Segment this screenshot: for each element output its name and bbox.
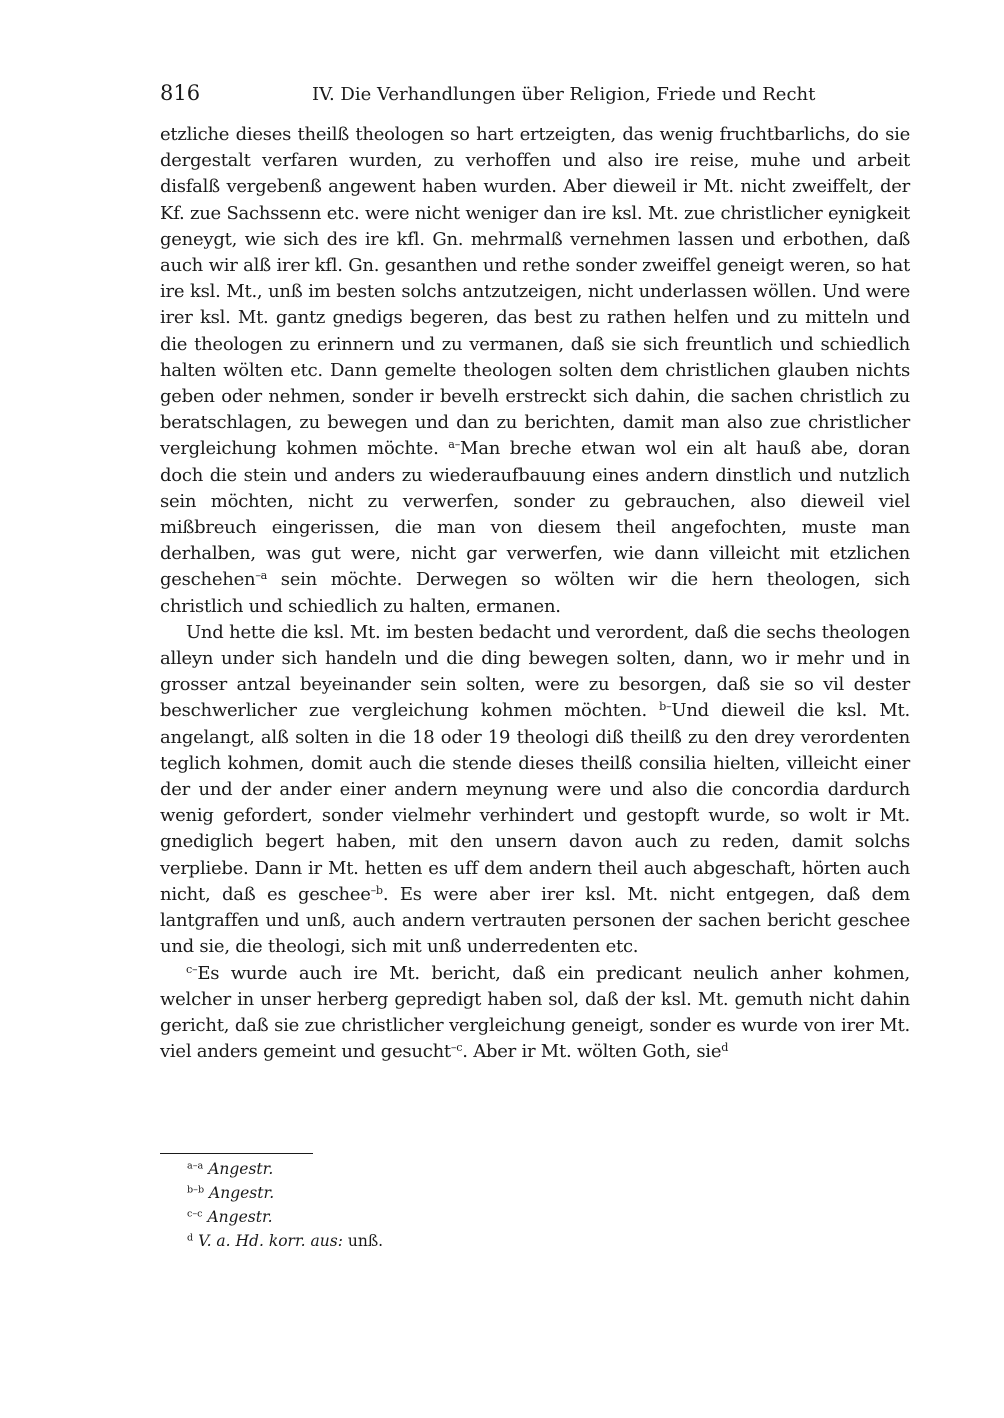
footnote-marker-d: d bbox=[721, 1040, 729, 1054]
footnote-a bbox=[187, 1157, 887, 1181]
footnote-mark: a–a bbox=[187, 1160, 204, 1172]
text-run: Man breche etwan wol ein alt hauß abe, doran doch die stein und anders zu wiederaufbauung eines andern dinstlich und nutzlich sein möchten, nicht zu verwerfen, sonder zu gebrauchen, also dieweil viel mißbreuch eingerissen, die man von diesem theil angefochten, muste man derhalben, was gut were, nicht gar verwerfen, wie dann villeicht mit etzlichen geschehen bbox=[160, 438, 910, 591]
text-run: . Es were aber irer ksl. Mt. nicht entgegen, daß dem lantgraffen und unß, auch andern vertrauten personen der sachen bericht geschee und sie, die theologi, sich mit unß underredenten etc. bbox=[160, 883, 910, 958]
text-run: Und dieweil die ksl. Mt. angelangt, alß solten in die 18 oder 19 theologi diß theilß zu den drey verordenten teglich kohmen, domit auch die stende dieses theilß consilia hielten, villeicht einer der und der ander einer andern meynung were und also die concordia dardurch wenig gefordert, sonder vielmehr verhindert und gestopft wurde, so wolt ir Mt. gnediglich begert haben, mit den unsern davon auch zu reden, damit solchs verpliebe. Dann ir Mt. hetten es uff dem andern theil auch abgeschaft, hörten auch nicht, daß es geschee bbox=[160, 700, 910, 905]
text-run: etzliche dieses theilß theologen so hart ertzeigten, das wenig fruchtbarlichs, do sie dergestalt verfaren wurden, zu verhoffen und also ire reise, muhe und arbeit disfalß vergebenß angewent haben wurden. Aber dieweil ir Mt. nicht zweiffelt, der Kf. zue Sachssenn etc. were nicht weniger dan ire ksl. Mt. zue christlicher eynigkeit geneygt, wie sich des ire kfl. Gn. mehrmalß vernehmen lassen und erbothen, daß auch wir alß irer kfl. Gn. gesanthen und rethe sonder zweiffel geneigt weren, so hat ire ksl. Mt., unß im besten solchs antzutzeigen, nicht underlassen wöllen. Und were irer ksl. Mt. gantz gnedigs begeren, das best zu rathen helfen und zu mitteln und die theologen zu erinnern und zu vermanen, daß sie sich freuntlich und schiedlich halten wölten etc. Dann gemelte theologen solten dem christlichen glauben nichts geben oder nehmen, sonder ir bevelh erstreckt sich dahin, die sachen christlich zu beratschlagen, zu bewegen und dan zu berichten, damit man also zue christlicher vergleichung kohmen möchte. bbox=[160, 124, 910, 460]
footnote-rest: unß. bbox=[342, 1232, 384, 1250]
page-number: 816 bbox=[160, 81, 201, 105]
footnote-text: Angestr. bbox=[207, 1208, 273, 1226]
footnote-mark: d bbox=[187, 1232, 194, 1244]
footnote-marker-b-open: b– bbox=[659, 700, 672, 714]
running-head: IV. Die Verhandlungen über Religion, Friede und Recht bbox=[312, 84, 816, 105]
footnote-marker-a-close: –a bbox=[255, 569, 268, 583]
text-run: Es wurde auch ire Mt. bericht, daß ein predicant neulich anher kohmen, welcher in unser herberg gepredigt haben sol, daß der ksl. Mt. gemuth nicht dahin gericht, daß sie zue christlicher vergleichung geneigt, sonder es wurde von irer Mt. viel anders gemeint und gesucht bbox=[160, 962, 910, 1063]
footnote-d bbox=[187, 1229, 887, 1253]
footnote-marker-a-open: a– bbox=[448, 438, 461, 452]
text-run: Und hette die ksl. Mt. im besten bedacht und verordent, daß die sechs theologen alleyn under sich handeln und die ding bewegen solten, dann, wo ir mehr und in grosser antzal beyeinander sein solten, were zu besorgen, daß sie so vil dester beschwerlicher zue vergleichung kohmen möchten. bbox=[160, 621, 910, 722]
paragraph-2 bbox=[160, 620, 910, 961]
paragraph-1 bbox=[160, 122, 910, 620]
footnote-c bbox=[187, 1205, 887, 1229]
body-text bbox=[160, 122, 910, 1065]
footnote-marker-c-open: c– bbox=[186, 962, 198, 976]
footnote-mark: c–c bbox=[187, 1208, 203, 1220]
footnote-divider bbox=[160, 1153, 313, 1154]
footnote-mark: b–b bbox=[187, 1184, 205, 1196]
footnote-text: V. a. Hd. korr. aus: bbox=[198, 1232, 343, 1250]
footnote-text: Angestr. bbox=[209, 1184, 275, 1202]
footnote-text: Angestr. bbox=[208, 1160, 274, 1178]
footnote-b bbox=[187, 1181, 887, 1205]
footnote-marker-c-close: –c bbox=[450, 1040, 463, 1054]
footnote-marker-b-close: –b bbox=[370, 883, 383, 897]
footnotes bbox=[187, 1157, 887, 1253]
text-run: . Aber ir Mt. wölten Goth, sie bbox=[462, 1041, 722, 1063]
text-run: sein möchte. Derwegen so wölten wir die hern theologen, sich christlich und schiedlich zu halten, ermanen. bbox=[160, 569, 910, 617]
paragraph-3 bbox=[160, 961, 910, 1066]
